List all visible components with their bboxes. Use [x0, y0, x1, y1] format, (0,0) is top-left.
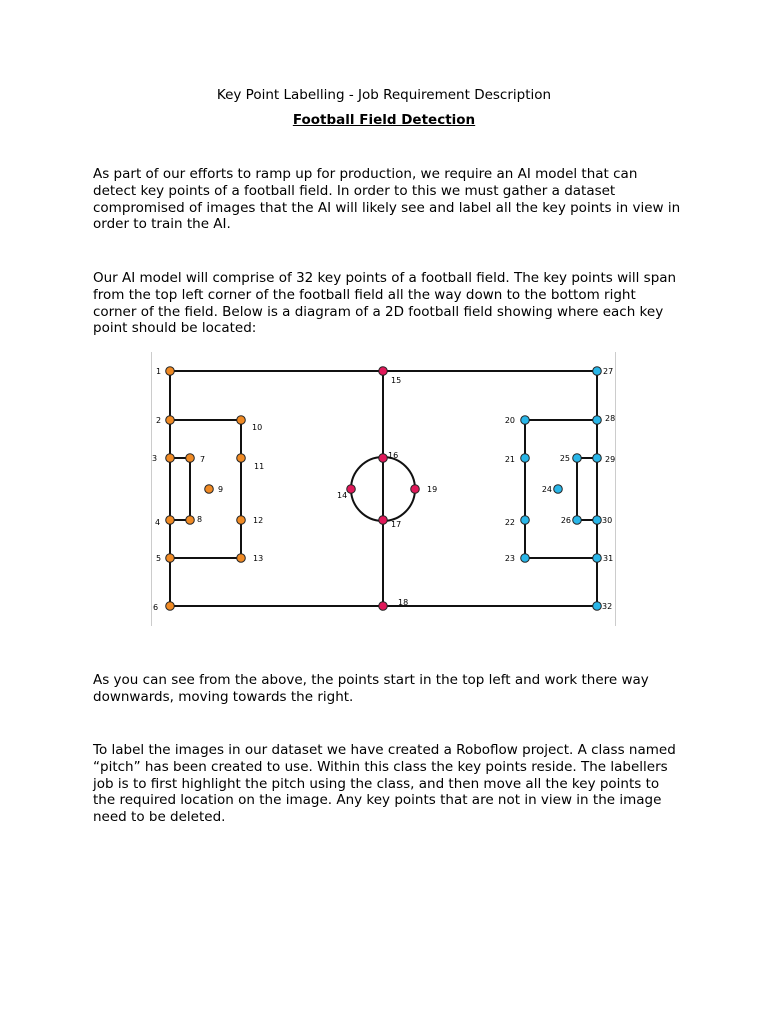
keypoint-18-label: 18 [398, 598, 409, 607]
keypoint-24-marker [554, 485, 563, 494]
right-goal-box [577, 458, 597, 520]
keypoint-23-marker [521, 554, 530, 563]
keypoint-14-marker [347, 485, 356, 494]
keypoint-9-marker [205, 485, 214, 494]
keypoint-2-marker [166, 416, 175, 425]
keypoint-3-marker [166, 454, 175, 463]
keypoint-15-marker [379, 367, 388, 376]
keypoint-8-marker [186, 516, 195, 525]
keypoint-10-label: 10 [252, 423, 263, 432]
keypoint-11-label: 11 [254, 462, 265, 471]
keypoint-31-marker [593, 554, 602, 563]
keypoint-28-label: 28 [605, 414, 616, 423]
keypoint-5-label: 5 [156, 554, 162, 563]
keypoint-5-marker [166, 554, 175, 563]
keypoint-22-marker [521, 516, 530, 525]
keypoint-6-label: 6 [153, 603, 159, 612]
keypoint-7-marker [186, 454, 195, 463]
keypoint-20-marker [521, 416, 530, 425]
keypoint-25-marker [573, 454, 582, 463]
document-subtitle: Football Field Detection [292, 112, 476, 128]
keypoint-23-label: 23 [504, 554, 515, 563]
field-lines [170, 371, 597, 606]
keypoint-29-marker [593, 454, 602, 463]
paragraph-intro: As part of our efforts to ramp up for production, we require an AI model that can detect key points of a football field. In order to this we must gather a dataset compromised of images that the AI will likely see and label all the key points in view in order to train the AI. [93, 166, 681, 233]
keypoint-4-label: 4 [155, 518, 161, 527]
keypoint-7-label: 7 [200, 455, 206, 464]
keypoint-19-marker [411, 485, 420, 494]
keypoint-12-label: 12 [253, 516, 264, 525]
keypoint-25-label: 25 [559, 454, 570, 463]
keypoint-15-label: 15 [391, 376, 402, 385]
keypoint-22-label: 22 [504, 518, 515, 527]
keypoint-32-marker [593, 602, 602, 611]
keypoint-21-label: 21 [504, 455, 515, 464]
keypoint-20-label: 20 [504, 416, 515, 425]
keypoint-27-marker [593, 367, 602, 376]
keypoint-24-label: 24 [541, 485, 552, 494]
keypoint-26-marker [573, 516, 582, 525]
keypoint-11-marker [237, 454, 246, 463]
keypoint-17-marker [379, 516, 388, 525]
keypoint-10-marker [237, 416, 246, 425]
keypoint-8-label: 8 [197, 515, 203, 524]
left-goal-box [170, 458, 190, 520]
keypoint-16-marker [379, 454, 388, 463]
keypoint-21-marker [521, 454, 530, 463]
keypoint-9-label: 9 [218, 485, 224, 494]
keypoint-19-label: 19 [427, 485, 438, 494]
paragraph-keypoints: Our AI model will comprise of 32 key points of a football field. The key points will span from the top left corner of the football field all the way down to the bottom right corner of the field. Below is a diagram of a 2D football field showing where each key point should be located: [93, 270, 677, 337]
keypoint-6-marker [166, 602, 175, 611]
keypoint-13-marker [237, 554, 246, 563]
keypoint-30-marker [593, 516, 602, 525]
keypoint-4-marker [166, 516, 175, 525]
keypoint-16-label: 16 [388, 451, 399, 460]
document-title: Key Point Labelling - Job Requirement Description [216, 87, 552, 103]
keypoint-13-label: 13 [253, 554, 264, 563]
keypoint-1-marker [166, 367, 175, 376]
keypoint-3-label: 3 [152, 454, 158, 463]
keypoint-29-label: 29 [605, 455, 616, 464]
keypoint-17-label: 17 [391, 520, 402, 529]
keypoint-32-label: 32 [602, 602, 613, 611]
keypoint-1-label: 1 [156, 367, 162, 376]
keypoint-14-label: 14 [337, 491, 348, 500]
paragraph-roboflow: To label the images in our dataset we have created a Roboflow project. A class named “pitch” has been created to use. Within this class the key points reside. The labellers job is to first highlight the pitch using the class, and then move all the key points to the required location on the image. Any key points that are not in view in the image need to be deleted. [93, 742, 676, 826]
keypoint-12-marker [237, 516, 246, 525]
keypoint-18-marker [379, 602, 388, 611]
keypoint-27-label: 27 [603, 367, 614, 376]
paragraph-ordering: As you can see from the above, the points start in the top left and work there way downwards, moving towards the right. [93, 672, 649, 705]
keypoint-2-label: 2 [156, 416, 162, 425]
keypoint-31-label: 31 [603, 554, 614, 563]
keypoint-28-marker [593, 416, 602, 425]
keypoint-26-label: 26 [560, 516, 571, 525]
football-field-diagram [150, 352, 618, 626]
keypoint-30-label: 30 [602, 516, 613, 525]
